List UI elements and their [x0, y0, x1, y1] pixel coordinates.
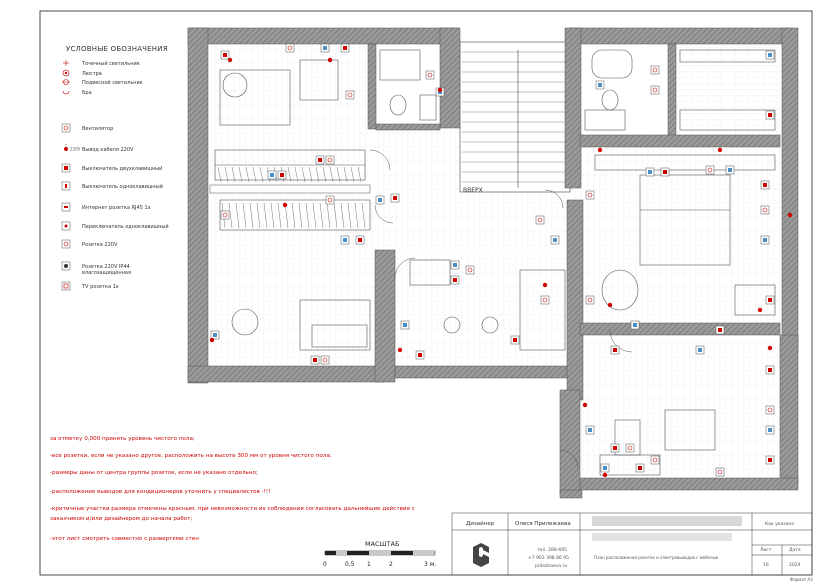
room-floor-bedroom-top-left	[210, 45, 368, 185]
pendant-light-icon	[62, 80, 70, 85]
electrical-device	[426, 71, 434, 79]
electrical-device	[766, 296, 774, 304]
note-line: -размеры даны от центра группы розеток, если не указано отдельно;	[50, 470, 258, 476]
electrical-device	[326, 156, 334, 164]
cable-outlet-marker	[603, 473, 607, 477]
designer-name: Олеся Прилежаева	[515, 521, 571, 527]
legend	[62, 45, 169, 290]
electrical-device	[651, 66, 659, 74]
legend-items	[62, 60, 169, 290]
legend-label: Выключатель двухклавишный	[82, 166, 163, 172]
scale-title: МАСШТАБ	[365, 540, 400, 548]
cable-outlet-marker	[768, 346, 772, 350]
spotlight-icon	[63, 60, 69, 66]
socket-ip44-icon	[62, 262, 70, 270]
tv-socket-icon	[62, 282, 70, 290]
socket-220v-icon	[62, 240, 70, 248]
electrical-device	[391, 194, 399, 202]
scale-tick: 0	[323, 561, 327, 568]
legend-label: Розетка 220V	[82, 242, 118, 248]
note-line: за отметку 0,000 принять уровень чистого пола;	[50, 436, 195, 442]
electrical-device	[326, 196, 334, 204]
designer-logo	[473, 543, 489, 567]
legend-item	[63, 90, 92, 96]
legend-item	[62, 182, 163, 190]
legend-label: Интернет розетка RJ45 1х	[82, 205, 151, 211]
rj45-socket-icon	[62, 203, 70, 211]
electrical-device	[766, 51, 774, 59]
phone2: +7 903 398 86 95	[528, 556, 569, 561]
electrical-device	[646, 168, 654, 176]
scale-tick: 1	[367, 561, 371, 568]
electrical-device	[596, 81, 604, 89]
legend-item	[64, 144, 134, 153]
cable-outlet-icon	[64, 144, 81, 152]
electrical-device	[466, 266, 474, 274]
cable-outlet-marker	[718, 148, 722, 152]
electrical-device	[341, 44, 349, 52]
sheet-number: 16	[763, 563, 769, 568]
designer-role: Дизайнер	[466, 521, 495, 527]
blurred-field	[592, 516, 742, 526]
cable-outlet-marker	[398, 348, 402, 352]
electrical-device	[451, 276, 459, 284]
stage-text: Как указано	[765, 522, 795, 527]
electrical-device	[356, 236, 364, 244]
cable-tag: 220V	[70, 146, 81, 152]
electrical-device	[726, 166, 734, 174]
electrical-device	[766, 456, 774, 464]
electrical-device	[511, 336, 519, 344]
legend-item	[62, 124, 113, 132]
electrical-device	[626, 444, 634, 452]
electrical-device	[321, 356, 329, 364]
electrical-device	[346, 91, 354, 99]
legend-label: Бра	[82, 90, 92, 96]
electrical-device	[268, 171, 276, 179]
electrical-device	[631, 321, 639, 329]
room-floor-master-bedroom	[580, 148, 780, 323]
legend-label: Люстра	[82, 71, 102, 77]
legend-label-2: влагозащищенная	[82, 270, 131, 276]
electrical-device	[766, 406, 774, 414]
legend-title: УСЛОВНЫЕ ОБОЗНАЧЕНИЯ	[66, 45, 168, 53]
note-line: -критичные участки размера отмечены красным, при невозможности их соблюдения согласовать дальнейшие действия с	[50, 506, 415, 512]
electrical-device	[611, 346, 619, 354]
wall-sconce-icon	[63, 91, 69, 94]
legend-label: Подвесной светильник	[82, 80, 143, 86]
staircase	[460, 42, 570, 194]
stair-label: ВВЕРХ	[463, 187, 483, 194]
fan-icon	[62, 124, 70, 132]
double-switch-icon	[62, 164, 70, 172]
cable-outlet-marker	[543, 283, 547, 287]
cable-outlet-marker	[758, 308, 762, 312]
legend-item	[62, 164, 162, 172]
cable-outlet-marker	[438, 88, 442, 92]
pass-switch-icon	[62, 222, 70, 230]
scale-tick: 0,5	[345, 561, 355, 568]
electrical-device	[416, 351, 424, 359]
electrical-device	[211, 331, 219, 339]
room-floor-closet	[675, 45, 780, 135]
electrical-device	[341, 236, 349, 244]
electrical-device	[651, 456, 659, 464]
floor-plan	[188, 28, 798, 498]
electrical-device	[221, 51, 229, 59]
electrical-device	[766, 366, 774, 374]
electrical-device	[611, 444, 619, 452]
electrical-device	[376, 196, 384, 204]
note-line: -расположение выводов для кондиционеров уточнить у специалистов -!!!	[50, 489, 271, 495]
note-line: заказчиком и/или дизайнером до начала работ;	[50, 516, 193, 522]
electrical-device	[761, 181, 769, 189]
scale-tick: 3 м.	[424, 561, 437, 568]
electrical-device	[586, 426, 594, 434]
electrical-device	[601, 464, 609, 472]
notes	[50, 436, 415, 542]
note-line: -все розетки, если не указано другое, расположить на высоте 300 мм от уровня чистого пола;	[50, 453, 332, 459]
electrical-device	[286, 44, 294, 52]
sheet-title: План расположения розеток и электровыводов с мебелью	[594, 555, 719, 560]
legend-item	[62, 240, 118, 248]
electrical-device	[661, 168, 669, 176]
legend-label: Переключатель одноклавишный	[82, 224, 169, 230]
blurred-field-2	[592, 533, 732, 541]
electrical-device	[536, 216, 544, 224]
legend-label: Выключатель одноклавишный	[82, 184, 163, 190]
electrical-device	[451, 261, 459, 269]
legend-item	[63, 60, 140, 67]
electrical-device	[761, 206, 769, 214]
date-value: 2024	[789, 563, 801, 568]
room-floor-wc	[375, 45, 435, 125]
legend-item	[62, 203, 151, 211]
electrical-device	[636, 464, 644, 472]
electrical-device	[651, 86, 659, 94]
legend-item	[62, 79, 143, 86]
legend-item	[62, 262, 131, 276]
electrical-device	[316, 156, 324, 164]
cable-outlet-marker	[283, 203, 287, 207]
legend-label: Розетка 220V IP44	[82, 264, 130, 270]
phone1: тел. 288-695	[537, 548, 567, 553]
electrical-device	[311, 356, 319, 364]
website: prilezhaeva.ru	[535, 564, 568, 569]
electrical-device	[551, 236, 559, 244]
note-line: -этот лист смотреть совместно с разверткми стен	[50, 536, 199, 542]
legend-label: TV розетка 1х	[82, 284, 119, 290]
electrical-device	[321, 44, 329, 52]
electrical-device	[278, 171, 286, 179]
scale-bar	[323, 540, 436, 568]
cable-outlet-marker	[210, 338, 214, 342]
electrical-device	[761, 236, 769, 244]
scale-tick: 2	[389, 561, 393, 568]
electrical-device	[706, 166, 714, 174]
cable-outlet-marker	[598, 148, 602, 152]
electrical-device	[586, 191, 594, 199]
legend-item	[62, 282, 119, 290]
legend-label: Вывод кабеля 220V	[82, 147, 134, 153]
cable-outlet-marker	[788, 213, 792, 217]
sheet-label: Лист	[760, 548, 772, 553]
single-switch-icon	[62, 182, 70, 190]
cable-outlet-marker	[608, 303, 612, 307]
cable-outlet-marker	[328, 58, 332, 62]
electrical-device	[586, 296, 594, 304]
date-label: Дата	[789, 548, 801, 553]
electrical-device	[401, 321, 409, 329]
electrical-device	[541, 296, 549, 304]
sheet-format: Формат А3	[790, 577, 813, 582]
electrical-device	[766, 426, 774, 434]
electrical-device	[716, 468, 724, 476]
legend-label: Вентилятор	[82, 126, 114, 132]
legend-item	[62, 222, 169, 230]
electrical-device	[696, 346, 704, 354]
electrical-device	[766, 111, 774, 119]
electrical-device	[221, 211, 229, 219]
electrical-device	[716, 326, 724, 334]
cable-outlet-marker	[228, 58, 232, 62]
cable-outlet-marker	[583, 403, 587, 407]
legend-label: Точечный светильник	[82, 61, 140, 67]
legend-item	[63, 70, 102, 77]
chandelier-icon	[63, 70, 69, 76]
